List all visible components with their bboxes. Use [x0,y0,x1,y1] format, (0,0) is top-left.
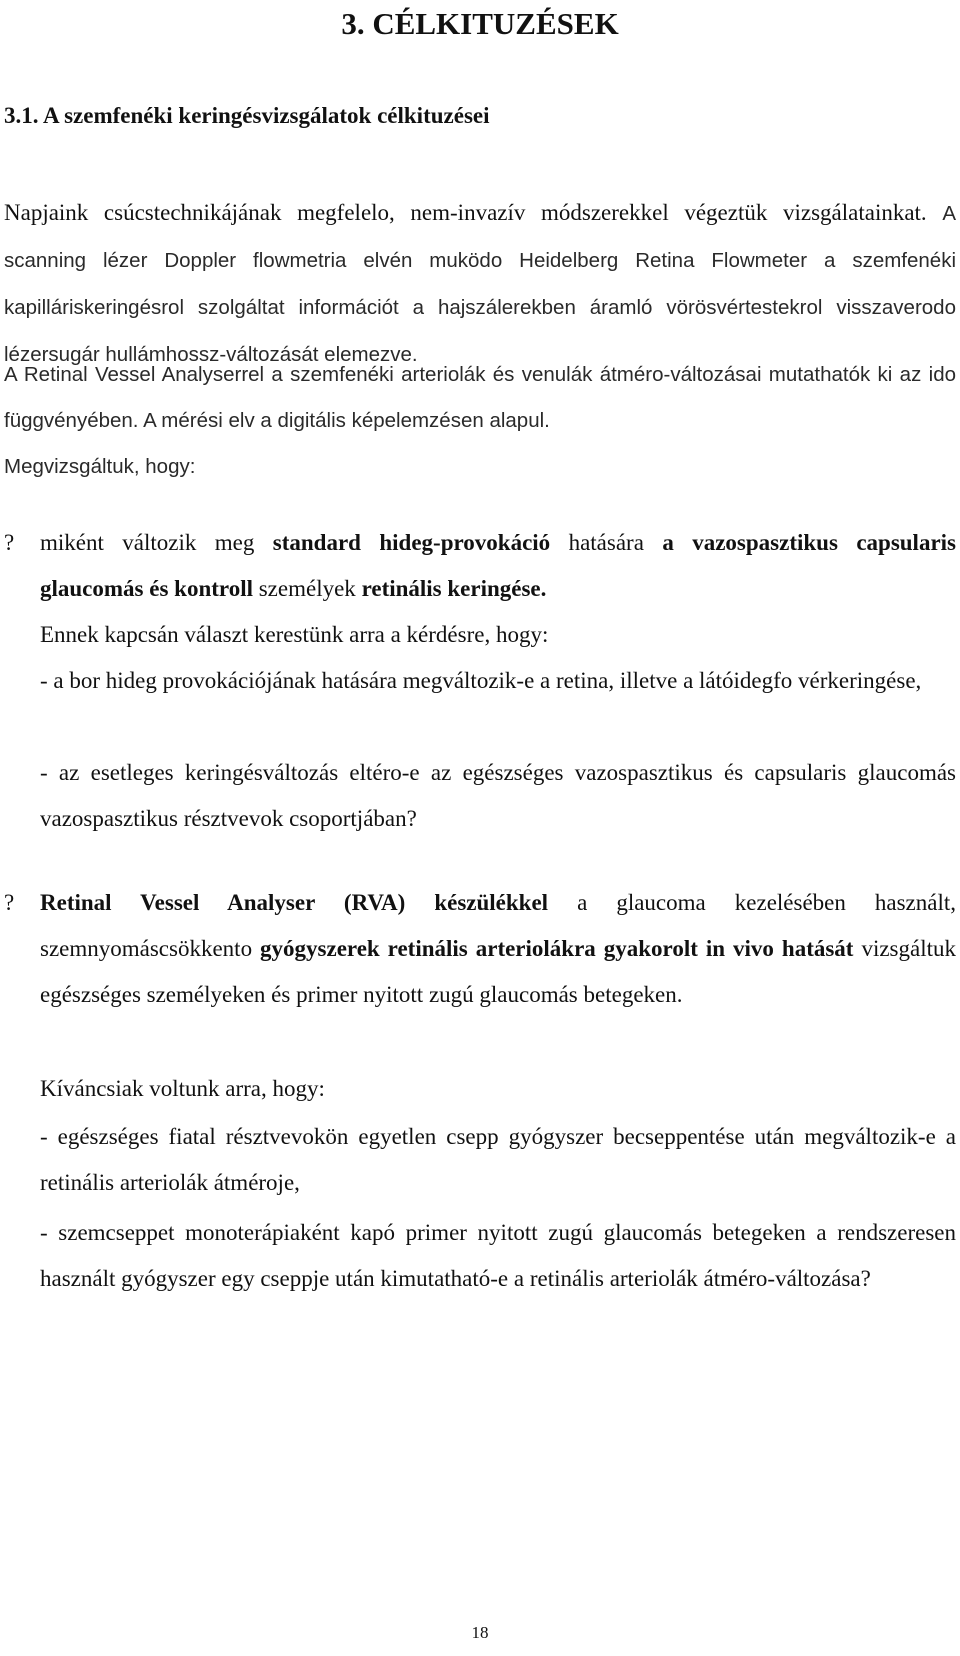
intro-text-part1: Napjaink csúcstechnikájának megfelelo, nem-invazív módszerekkel végeztük vizsgálatainkat. [4,200,943,225]
q2-bold-2: gyógyszerek retinális arteriolákra gyakorolt in vivo hatását [260,936,854,961]
q1-bold-2: a vazospasztikus capsularis glaucomás és kontroll [40,530,956,601]
q2-text-2: vizsgáltuk egészséges személyeken és primer nyitott zugú glaucomás betegeken. [40,936,956,1007]
intro-paragraph [4,190,956,378]
q2-text-1: a glaucoma kezelésében használt, szemnyomáscsökkento [40,890,957,961]
question-1-text [40,520,956,612]
question-2-text [40,880,956,1018]
intro-lead-in: Megvizsgáltuk, hogy: [4,455,196,478]
rva-sentence [4,352,956,490]
question-1-marker: ? [4,530,15,555]
section-heading: 3.1. A szemfenéki keringésvizsgálatok célkituzései [4,103,490,128]
question-1-lead-in: Ennek kapcsán választ kerestünk arra a kérdésre, hogy: [40,622,549,647]
q2-bold-1: Retinal Vessel Analyser (RVA) készülékkel [40,890,549,915]
question-2-lead-in: Kíváncsiak voltunk arra, hogy: [40,1076,325,1101]
page-number: 18 [471,1623,489,1642]
q1-bold-1: standard hideg-provokáció [272,530,551,555]
question-1-item-1: - a bor hideg provokációjának hatására megváltozik-e a retina, illetve a látóidegfo vérkeringése, [40,668,922,693]
question-2-marker: ? [4,890,15,915]
q1-text-1: miként változik meg [40,530,273,555]
q1-text-3: személyek [252,576,362,601]
question-1-item-2: - az esetleges keringésváltozás eltéro-e az egészséges vazospasztikus és capsularis glaucomás vazospasztikus résztvevok csoportjában? [40,760,956,831]
q1-text-2: hatására [550,530,663,555]
chapter-title: 3. CÉLKITUZÉSEK [341,6,619,41]
q1-bold-3: retinális keringése. [361,576,547,601]
rva-sentence-text: A Retinal Vessel Analyserrel a szemfenéki arteriolák és venulák átméro-változásai mutathatók ki az ido függvényében. A mérési elv a digitális képelemzésen alapul. [4,363,956,432]
question-2-item-1: - egészséges fiatal résztvevokön egyetlen csepp gyógyszer becseppentése után megváltozik-e a retinális arteriolák átméroje, [40,1124,956,1195]
intro-text-part2: A scanning lézer Doppler flowmetria elvén muködo Heidelberg Retina Flowmeter a szemfenéki kapilláriskeringésrol szolgáltat információt a hajszálerekben áramló vörösvértestekrol visszaverodo lézersugár hullámhossz-változását elemezve. [4,202,956,366]
question-2-item-2: - szemcseppet monoterápiaként kapó primer nyitott zugú glaucomás betegeken a rendszeresen használt gyógyszer egy cseppje után kimutatható-e a retinális arteriolák átméro-változása? [40,1220,956,1291]
